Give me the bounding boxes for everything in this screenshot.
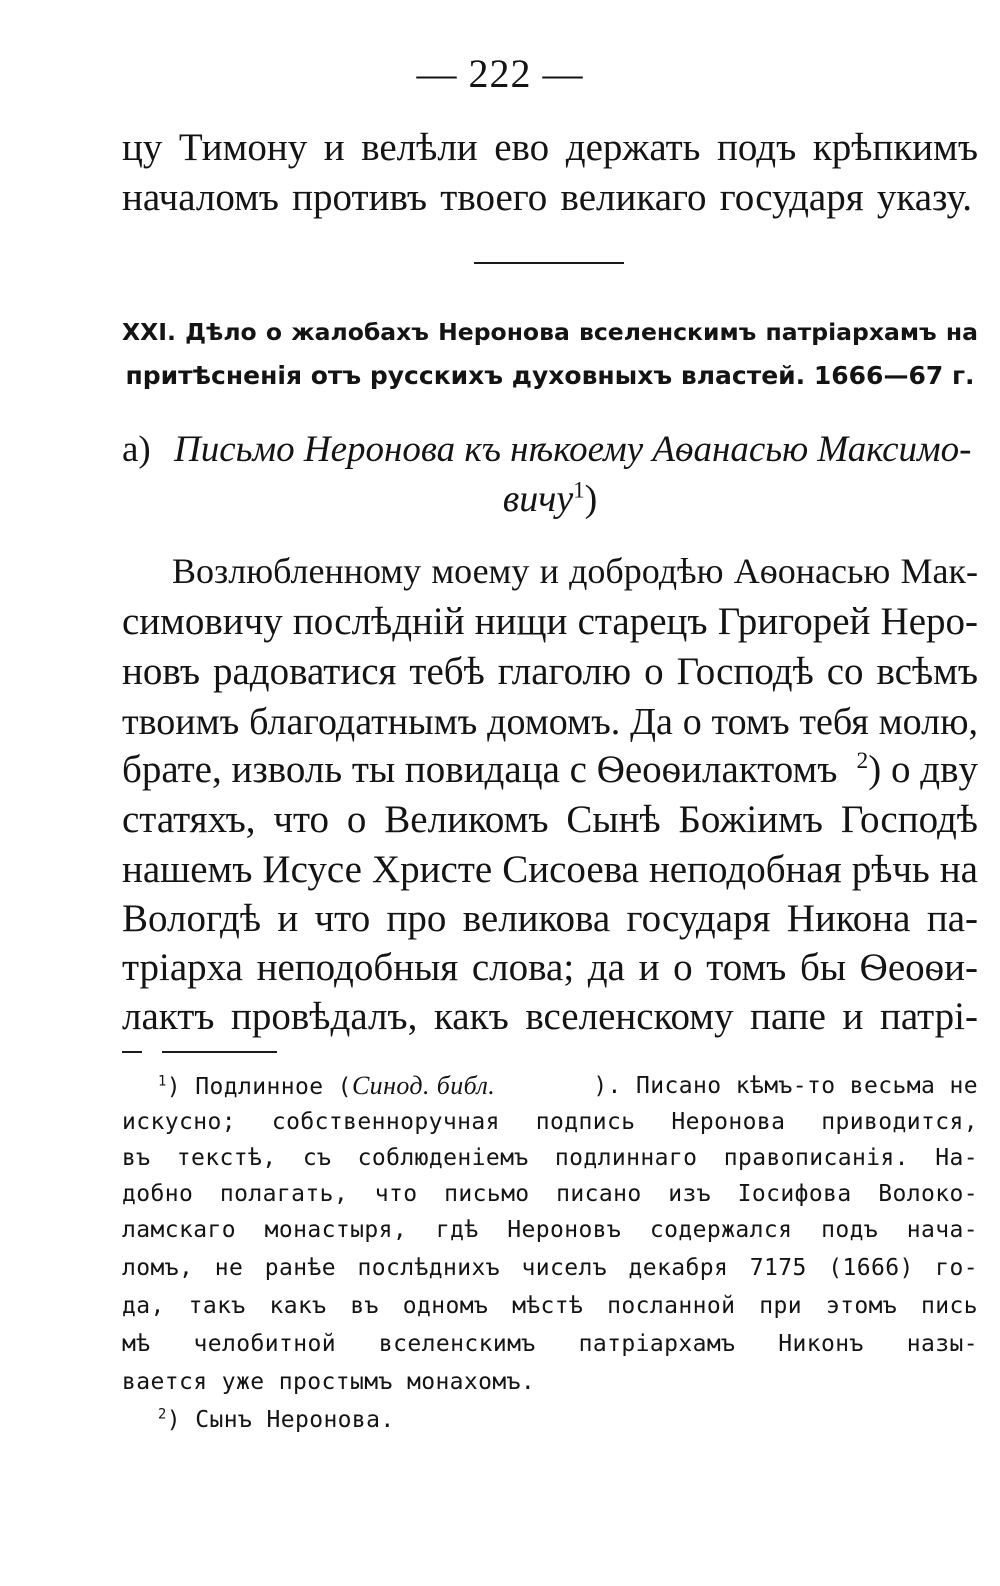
page-number: — 222 — xyxy=(416,51,584,96)
footnote-1-line-6: ломъ, не ранѣе послѣднихъ чиселъ декабря 7175 (1666) го- xyxy=(122,1255,978,1281)
section-divider xyxy=(474,262,624,264)
letter-line-5 xyxy=(122,744,978,796)
footnote-1-source: Синод. библ. xyxy=(351,1071,496,1100)
continuation-line-2-text: началомъ противъ твоего великаго государя указу. xyxy=(122,176,972,219)
footnote-rule-dash xyxy=(122,1051,142,1053)
subheading-title: Письмо Неронова къ нѣкоему Аѳанасью Максимо- xyxy=(174,429,972,470)
letter-line-5-tail: ) о двy xyxy=(868,748,978,791)
section-heading-line-2: притѣсненія отъ русскихъ духовныхъ властей. 1666—67 г. xyxy=(125,361,975,390)
footnote-2-mark: 2 xyxy=(158,1406,167,1423)
footnote-1-line-1 xyxy=(158,1068,978,1104)
letter-line-8: Вологдѣ и что про великова государя Никона па- xyxy=(122,897,978,940)
letter-line-2: симовичу послѣдній нищи старецъ Григорей Неро- xyxy=(122,600,978,643)
footnote-ref-1: 1 xyxy=(573,477,585,503)
section-heading-line-1: XXI. Дѣло о жалобахъ Неронова вселенскимъ патріархамъ на xyxy=(122,318,978,346)
letter-subheading-line-2 xyxy=(122,474,978,524)
continuation-line-1: цу Тимону и велѣли ево держать подъ крѣпкимъ xyxy=(122,126,978,169)
footnote-1-line-1-tail: ). Писано кѣмъ-то весьма не xyxy=(593,1073,978,1099)
letter-line-7: нашемъ Исусе Христе Сисоева неподобная рѣчь на xyxy=(122,848,978,891)
letter-line-4: твоимъ благодатнымъ домомъ. Да о томъ тебя молю, xyxy=(122,701,978,743)
footnote-2 xyxy=(158,1402,978,1438)
letter-line-10: лактъ провѣдалъ, какъ вселенскому папе и патрі- xyxy=(122,995,978,1038)
continuation-line-2 xyxy=(122,172,972,224)
letter-line-5-text: брате, изволь ты повидаца с Ѳеоѳилактомъ xyxy=(122,748,838,791)
footnote-1-line-5: ламскаго монастыря, гдѣ Нероновъ содержался подъ нача- xyxy=(122,1217,978,1243)
letter-line-1: Возлюбленному моему и добродѣю Аѳонасью Мак- xyxy=(172,551,978,591)
letter-line-9: тріарха неподобныя слова; да и о томъ бы Ѳеоѳи- xyxy=(122,946,978,989)
footnote-1-lead: $^1$) Подлинное (Синод. библ. xyxy=(158,1071,496,1100)
footnote-1-line-3: въ текстѣ, съ соблюденіемъ подлиннаго правописанія. На- xyxy=(122,1145,978,1171)
subheading-marker: а) xyxy=(122,429,151,470)
footnote-2-text: ) Сынъ Неронова. xyxy=(166,1407,395,1433)
footnote-1-line-7: да, такъ какъ въ одномъ мѣстѣ посланной при этомъ пись xyxy=(122,1293,978,1319)
footnote-ref-2: 2 xyxy=(856,748,869,774)
letter-line-3: новъ радоватися тебѣ глаголю о Господѣ со всѣмъ xyxy=(122,650,978,693)
footnote-1-line-8: мѣ челобитной вселенскимъ патріархамъ Никонъ назы- xyxy=(122,1331,978,1357)
footnote-1-line-4: добно полагать, что письмо писано изъ Іосифова Волоко- xyxy=(122,1181,978,1207)
letter-subheading-line-1 xyxy=(122,425,978,475)
footnote-1-mark: 1 xyxy=(158,1073,167,1090)
footnote-1-line-9: вается уже простымъ монахомъ. xyxy=(122,1369,536,1395)
letter-line-5-note xyxy=(857,744,978,796)
footnote-rule xyxy=(162,1051,277,1053)
subheading-close-paren: ) xyxy=(584,478,598,520)
letter-line-6: статяхъ, что о Великомъ Сынѣ Божіимъ Господѣ xyxy=(122,798,978,841)
footnote-1-line-2: искусно; собственноручная подпись Неронова приводится, xyxy=(122,1109,978,1135)
subheading-title-end: вичу xyxy=(502,478,574,520)
